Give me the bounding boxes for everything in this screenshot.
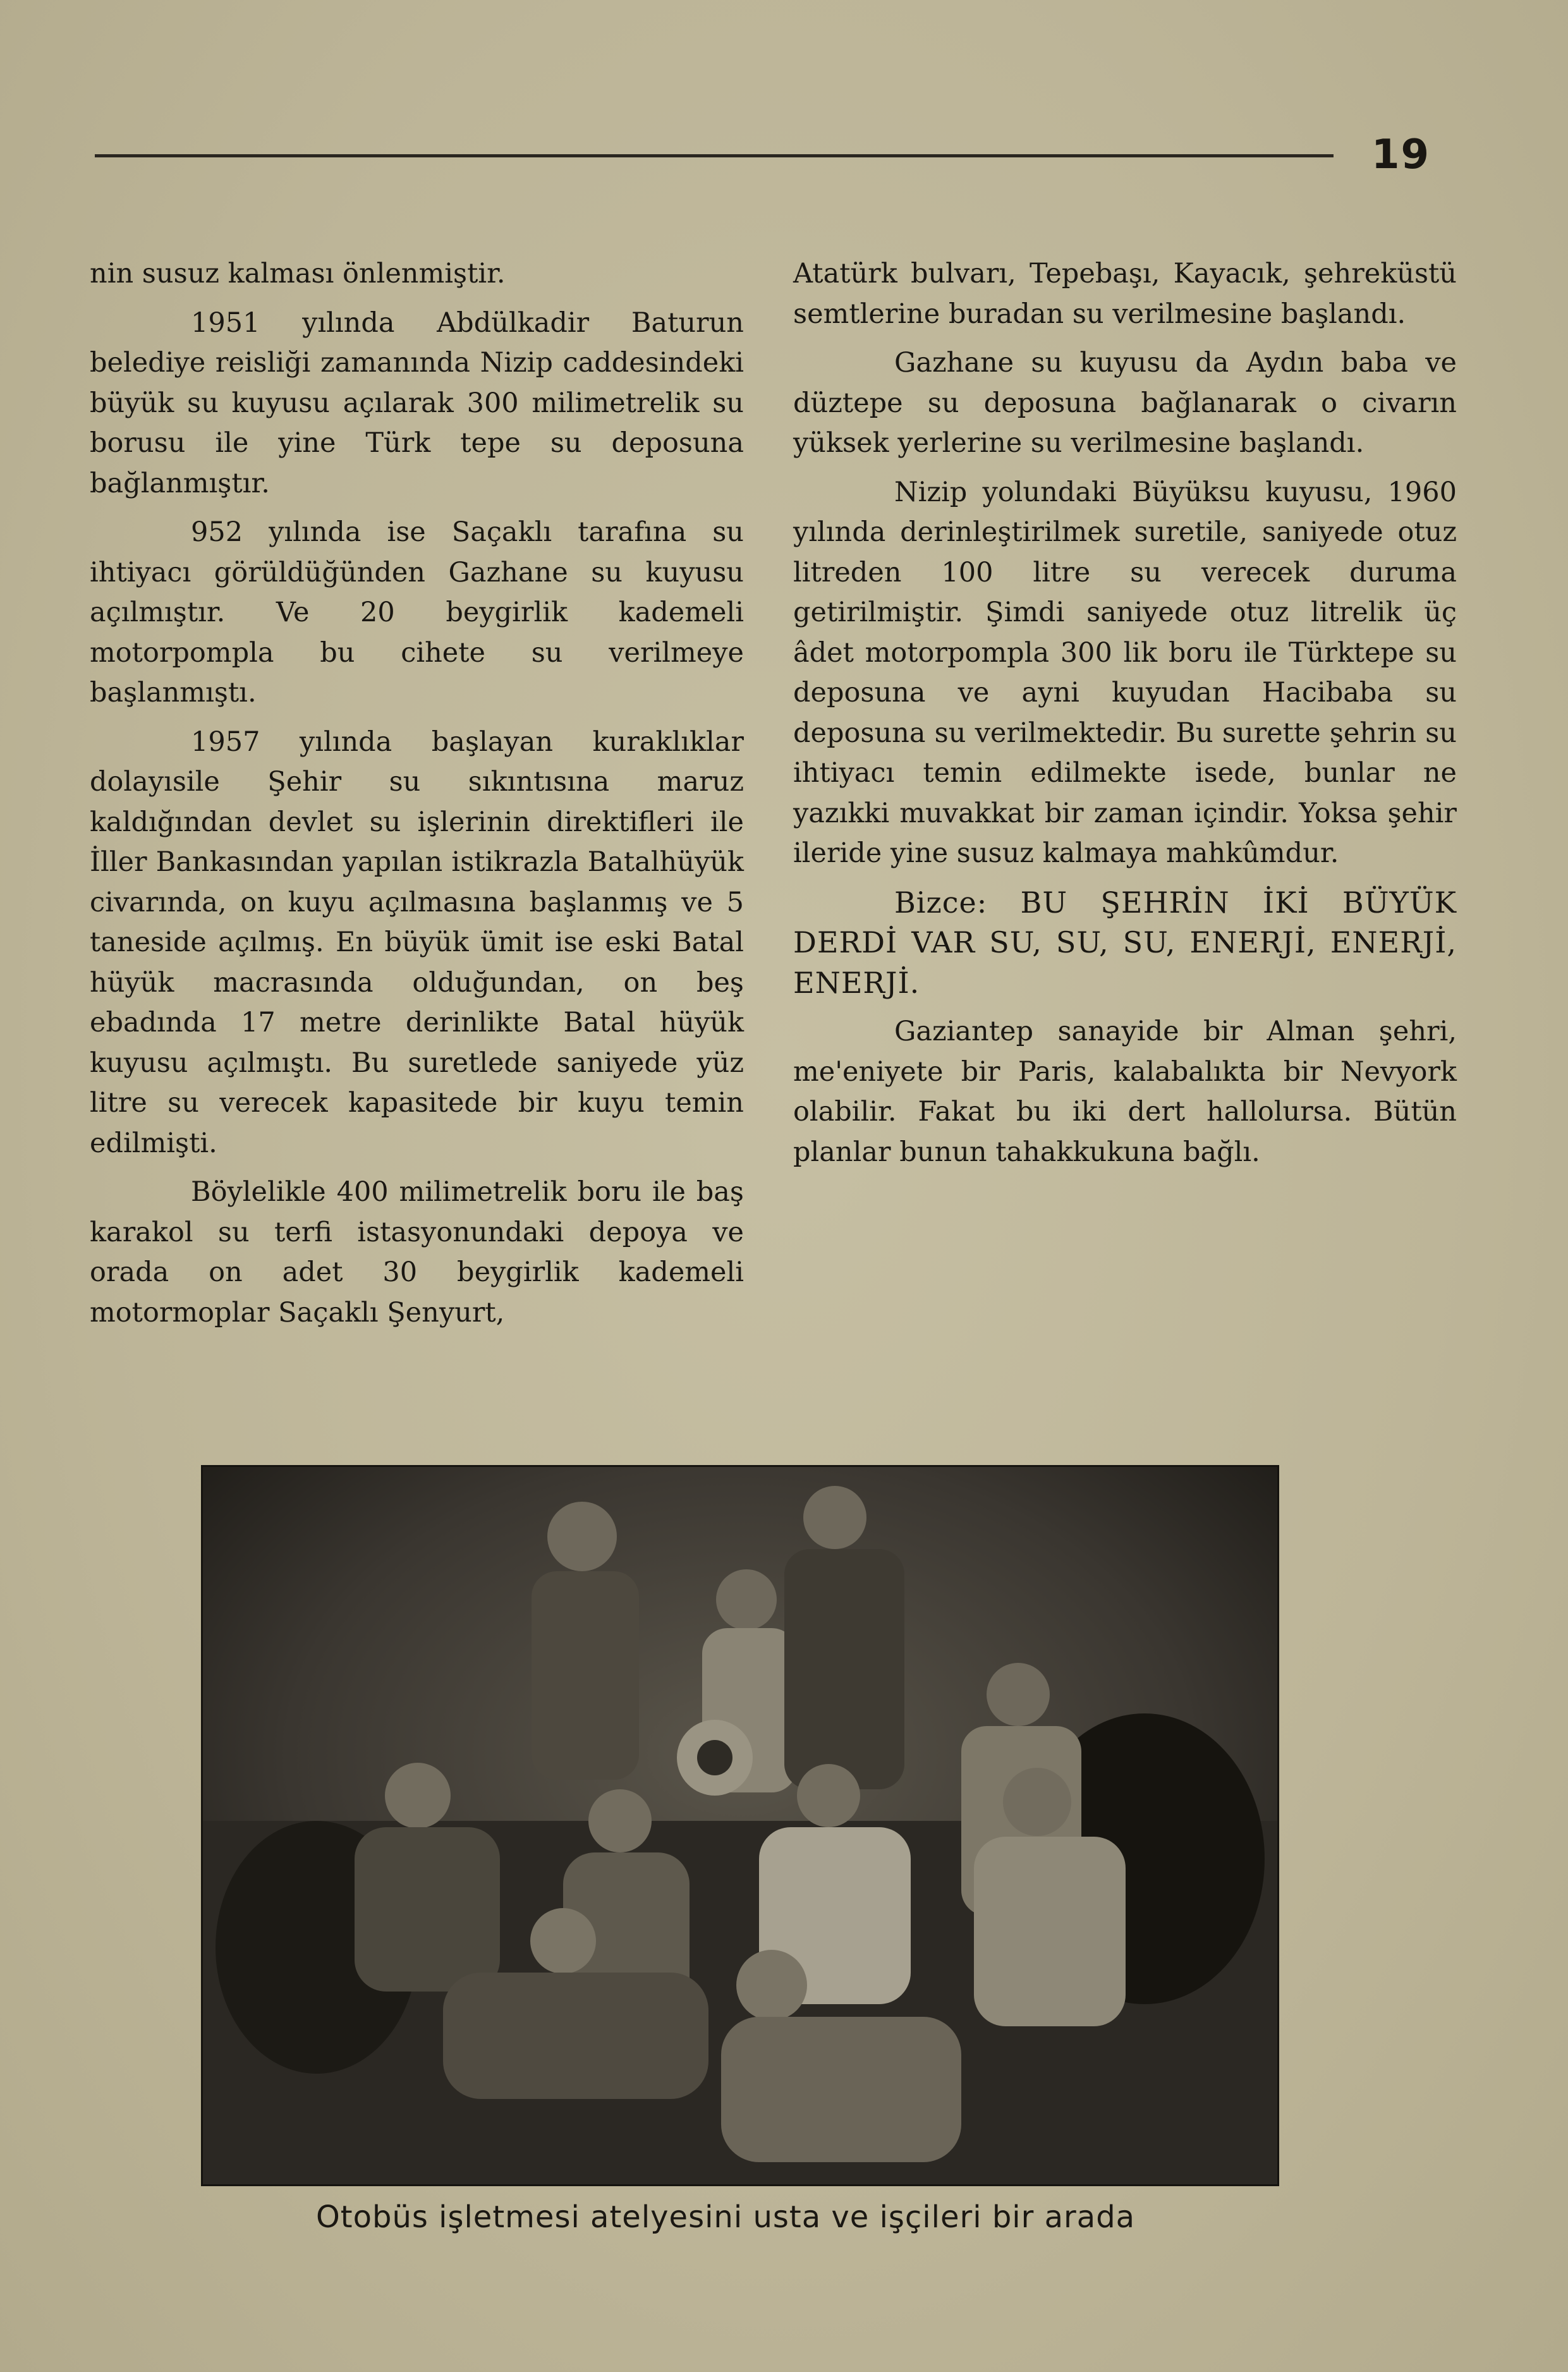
paragraph: 1951 yılında Abdülkadir Baturun belediye reisliği zamanında Nizip caddesindeki büyük su kuyusu açılarak 300 milimetrelik su borusu ile yine Türk tepe su deposuna bağlanmıştır. [90,307,744,499]
paragraph: Gazhane su kuyusu da Aydın baba ve düztepe su deposuna bağlanarak o civarın yüksek yerlerine su verilmesine başlandı. [793,347,1457,459]
paragraph: Böylelikle 400 milimetrelik boru ile baş karakol su terfi istasyonundaki depoya ve orada on adet 30 beygirlik kademeli motormoplar Saçaklı Şenyurt, [90,1176,744,1329]
page-number: 19 [1371,131,1431,178]
right-column [793,254,1457,1172]
paragraph: Bizce: BU ŞEHRİN İKİ BÜYÜK DERDİ VAR SU, SU, SU, ENERJİ, ENERJİ, ENERJİ. [793,885,1457,1000]
header-rule [95,154,1334,157]
group-photo [201,1465,1279,2186]
paragraph: 1957 yılında başlayan kuraklıklar dolayısile Şehir su sıkıntısına maruz kaldığından devlet su işlerinin direktifleri ile İller Bankasından yapılan istikrazla Batalhüyük civarında, on kuyu açılmasına başlanmış ve 5 taneside açılmış. En büyük ümit ise eski Batal hüyük macrasında olduğundan, on beş ebadında 17 metre derinlikte Batal hüyük kuyusu açılmıştı. Bu suretlede saniyede yüz litre su verecek kapasitede bir kuyu temin edilmişti. [90,726,744,1159]
paragraph: Atatürk bulvarı, Tepebaşı, Kayacık, şehreküstü semtlerine buradan su verilmesine başlandı. [793,258,1457,330]
paragraph: Gaziantep sanayide bir Alman şehri, me'eniyete bir Paris, kalabalıkta bir Nevyork olabilir. Fakat bu iki dert hallolursa. Bütün planlar bunun tahakkukuna bağlı. [793,1016,1457,1168]
photo-illustration [203,1467,1277,2184]
paragraph: Nizip yolundaki Büyüksu kuyusu, 1960 yılında derinleştirilmek suretile, saniyede otuz litreden 100 litre su verecek duruma getirilmiştir. Şimdi saniyede otuz litrelik üç âdet motorpompla 300 lik boru ile Türktepe su deposuna ve ayni kuyudan Hacibaba su deposuna su verilmektedir. Bu surette şehrin su ihtiyacı temin edilmekte isede, bunlar ne yazıkki muvakkat bir zaman içindir. Yoksa şehir ileride yine susuz kalmaya mahkûmdur. [793,476,1457,869]
photo-caption: Otobüs işletmesi atelyesini usta ve işçileri bir arada [316,2199,1136,2235]
left-column [90,254,744,1333]
paragraph: 952 yılında ise Saçaklı tarafına su ihtiyacı görüldüğünden Gazhane su kuyusu açılmıştır. Ve 20 beygirlik kademeli motorpompla bu cihete su verilmeye başlanmıştı. [90,516,744,709]
paragraph: nin susuz kalması önlenmiştir. [90,258,506,289]
